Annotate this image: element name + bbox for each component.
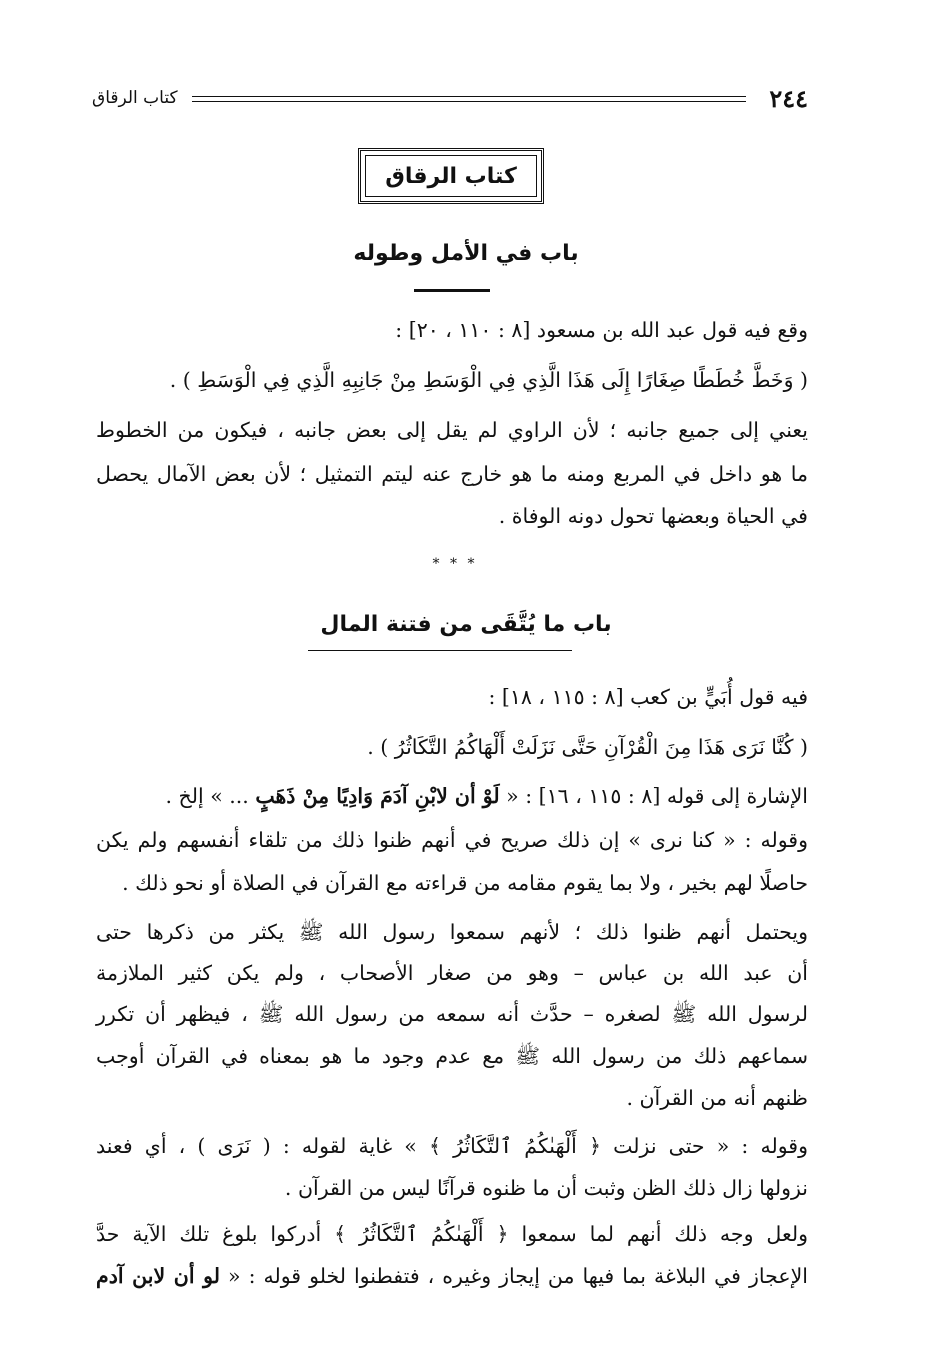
chapter-heading-wealth: باب ما يُتَّقَى من فتنة المال (320, 612, 612, 637)
text-line: لرسول الله ﷺ لصغره – حدَّث أنه سمعه من رسول الله ﷺ ، فيظهر أن تكرر (96, 1002, 808, 1026)
book-title-frame (358, 148, 544, 204)
text-line: وقع فيه قول عبد الله بن مسعود [٨ : ١١٠ ، ٢٠] : (395, 318, 808, 342)
text-line (96, 1264, 808, 1288)
text-line: أن عبد الله بن عباس – وهو من صغار الأصحاب ، ولم يكن كثير الملازمة (96, 961, 808, 985)
bold-quote: لو أن لابن آدم (96, 1264, 220, 1288)
text-line: سماعهم ذلك من رسول الله ﷺ مع عدم وجود ما هو بمعناه في القرآن أوجب (96, 1044, 808, 1068)
text-line: فيه قول أُبَيٍّ بن كعب [٨ : ١١٥ ، ١٨] : (488, 685, 808, 709)
page-number: ٢٤٤ (769, 84, 808, 113)
hadith-quote: ( كُنَّا نَرَى هَذَا مِنَ الْقُرْآنِ حَتَّى نَزَلَتْ أَلْهَاكُمُ التَّكَاثُرُ ) . (367, 735, 808, 759)
text-segment: الإشارة إلى قوله [٨ : ١١٥ ، ١٦] : « (506, 784, 808, 808)
section-separator: * * * (432, 556, 478, 572)
text-line (165, 784, 808, 808)
hadith-quote: ( وَخَطَّ خُطَطًا صِغَارًا إِلَى هَذَا الَّذِي فِي الْوَسَطِ مِنْ جَانِبِهِ الَّذِي فِي الْوَسَطِ ) . (169, 368, 808, 392)
heading-underline (414, 289, 490, 292)
text-line: ويحتمل أنهم ظنوا ذلك ؛ لأنهم سمعوا رسول الله ﷺ يكثر من ذكرها حتى (96, 920, 808, 944)
running-title: كتاب الرقاق (92, 88, 178, 108)
chapter-heading-hope: باب في الأمل وطوله (353, 241, 579, 266)
text-line: وقوله : « حتى نزلت ﴿ أَلْهَىٰكُمُ ٱلتَّكَاثُرُ ﴾ » غاية لقوله : ( نَرَى ) ، أي فعند (96, 1134, 808, 1158)
text-line: ظنهم أنه من القرآن . (626, 1086, 808, 1110)
book-title: كتاب الرقاق (365, 155, 537, 197)
bold-quote: لَوْ أن لابْنِ آدَمَ وَادِيًا مِنْ ذَهَبٍ (255, 784, 500, 808)
text-line: ما هو داخل في المربع ومنه ما هو خارج عنه ليتم التمثيل ؛ لأن بعض الآمال يحصل (96, 462, 808, 486)
text-line: نزولها زال ذلك الظن وثبت أن ما ظنوه قرآنًا ليس من القرآن . (284, 1176, 808, 1200)
running-header (92, 86, 808, 116)
text-line: وقوله : « كنا نرى » إن ذلك صريح في أنهم ظنوا ذلك من تلقاء أنفسهم ولم يكن (96, 828, 808, 852)
text-line: حاصلًا لهم بخير ، ولا بما يقوم مقامه من قراءته مع القرآن في الصلاة أو نحو ذلك . (122, 871, 808, 895)
header-rule (192, 96, 746, 102)
text-line: في الحياة وبعضها تحول دونه الوفاة . (498, 504, 808, 528)
heading-underline (308, 650, 572, 651)
text-line: ولعل وجه ذلك أنهم لما سمعوا ﴿ أَلْهَىٰكُمُ ٱلتَّكَاثُرُ ﴾ أدركوا بلوغ تلك الآية حدَّ (96, 1222, 808, 1246)
text-line: يعني إلى جميع جانبه ؛ لأن الراوي لم يقل إلى بعض جانبه ، فيكون من الخطوط (96, 418, 808, 442)
text-segment: الإعجاز في البلاغة بما فيها من إيجاز وغيره ، فتفطنوا لخلو قوله : « (228, 1264, 808, 1288)
text-segment: ... » إلخ . (165, 784, 249, 808)
